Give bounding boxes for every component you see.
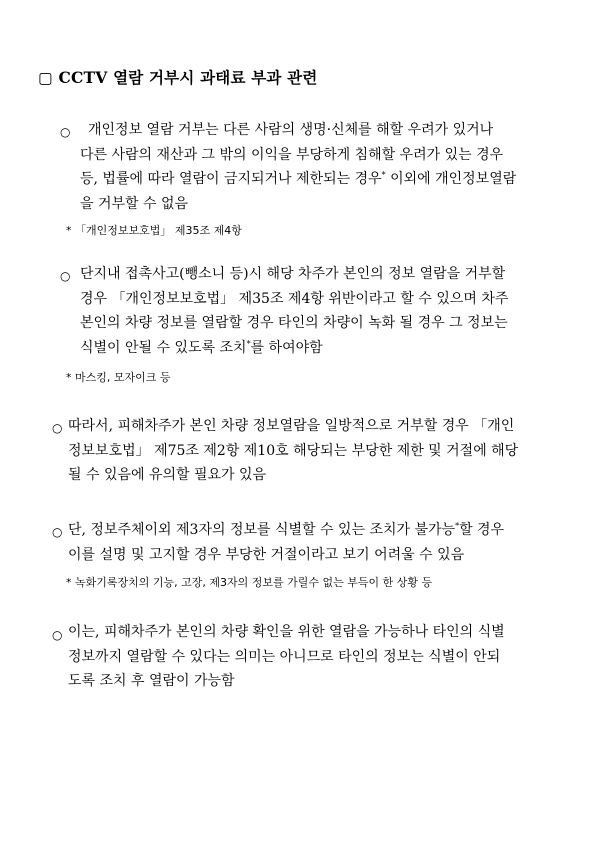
paragraph-3-line-2: 정보보호법」 제75조 제2항 제10호 해당되는 부당한 제한 및 거절에 해당 [68, 442, 519, 459]
paragraph-4-line-2: 이를 설명 및 고지할 경우 부당한 거절이라고 보기 어려울 수 있음 [68, 546, 465, 563]
footnote-2: * 마스킹, 모자이크 등 [66, 371, 171, 384]
paragraph-5-line-2: 정보까지 열람할 수 있다는 의미는 아니므로 타인의 정보는 식별이 안되 [68, 648, 501, 665]
paragraph-3 [68, 414, 562, 488]
bullet-4: ○ [52, 525, 63, 539]
paragraph-1 [80, 118, 562, 216]
paragraph-2-line-1: 단지내 접촉사고(뺑소니 등)시 해당 차주가 본인의 정보 열람을 거부할 [80, 266, 506, 282]
paragraph-5-line-3: 도록 조치 후 열람이 가능함 [68, 673, 235, 689]
footnote-3: * 녹화기록장치의 기능, 고장, 제3자의 정보를 가릴수 없는 부득이 한 상황 등 [66, 576, 433, 589]
paragraph-2-line-2: 경우 「개인정보보호법」 제35조 제4항 위반이라고 할 수 있으며 차주 [80, 290, 509, 307]
paragraph-1-line-2: 다른 사람의 재산과 그 밖의 이익을 부당하게 침해할 우려가 있는 경우 [80, 146, 504, 163]
paragraph-3-line-1: 따라서, 피해차주가 본인 차량 정보열람을 일방적으로 거부할 경우 「개인 [68, 418, 515, 434]
paragraph-1-line-1: 개인정보 열람 거부는 다른 사람의 생명·신체를 해할 우려가 있거나 [88, 122, 494, 138]
bullet-5: ○ [52, 628, 63, 642]
paragraph-3-line-3: 될 수 있음에 유의할 필요가 있음 [68, 467, 267, 483]
bullet-3: ○ [52, 421, 63, 435]
paragraph-2-line-3: 본인의 차량 정보를 열람할 경우 타인의 차량이 녹화 될 경우 그 정보는 [80, 315, 508, 331]
paragraph-5-line-1: 이는, 피해차주가 본인의 차량 확인을 위한 열람을 가능하나 타인의 식별 [68, 624, 505, 640]
footnote-1: * 「개인정보보호법」 제35조 제4항 [66, 224, 242, 237]
paragraph-4-line-1: 단, 정보주체이외 제3자의 정보를 식별할 수 있는 조치가 불가능*할 경우 [68, 521, 505, 538]
bullet-2: ○ [60, 269, 71, 283]
paragraph-1-line-4: 을 거부할 수 없음 [80, 195, 189, 212]
paragraph-2-line-4: 식별이 안될 수 있도록 조치*를 하여야함 [80, 338, 323, 356]
paragraph-2 [80, 262, 562, 360]
paragraph-5 [68, 620, 562, 694]
paragraph-1-line-3: 등, 법률에 따라 열람이 금지되거나 제한되는 경우* 이외에 개인정보열람 [80, 170, 517, 187]
paragraph-4 [68, 518, 562, 567]
section-heading: ▢ CCTV 열람 거부시 과태료 부과 관련 [38, 68, 318, 87]
bullet-1: ○ [60, 125, 71, 139]
